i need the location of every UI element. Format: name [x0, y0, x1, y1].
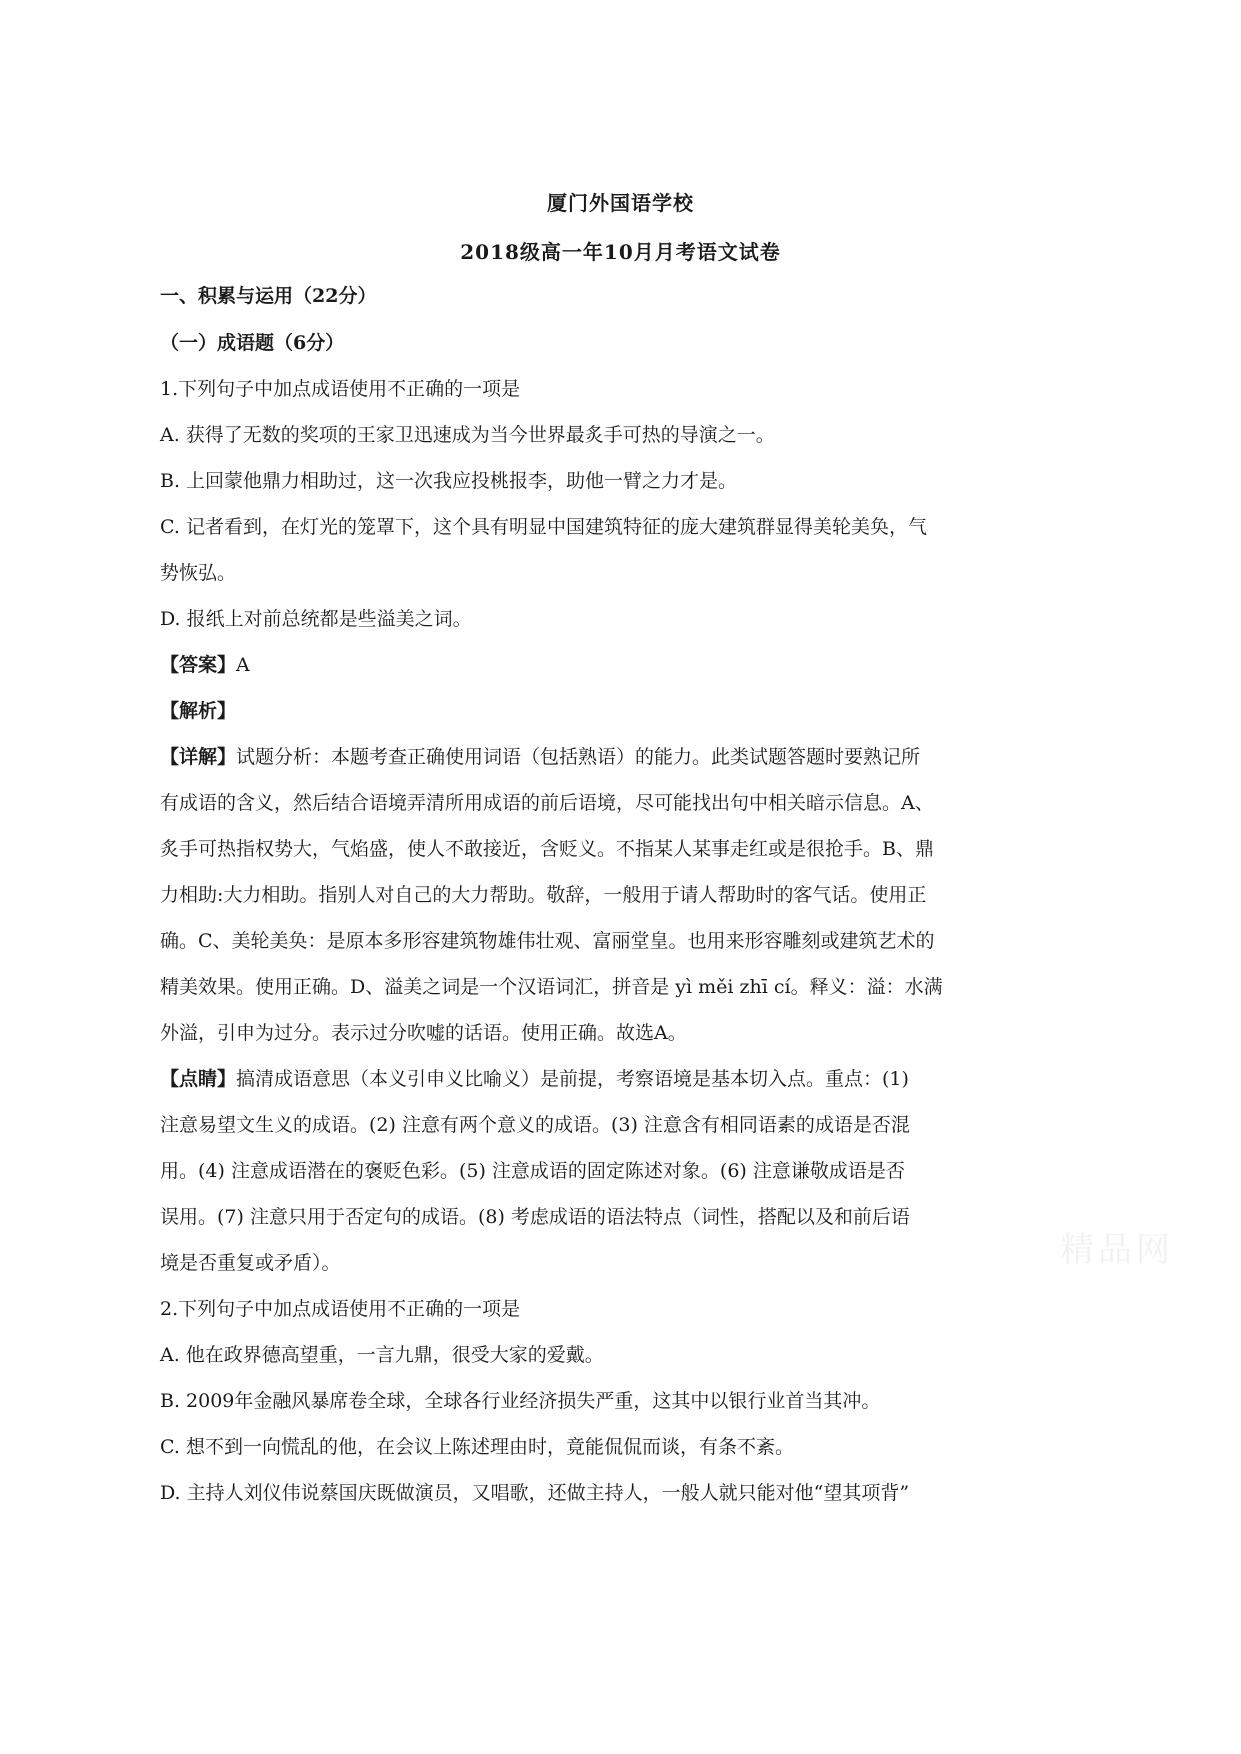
question-1-option-c: C. 记者看到，在灯光的笼罩下，这个具有明显中国建筑特征的庞大建筑群显得美轮美奂，气	[160, 516, 927, 538]
tip-line: 境是否重复或矛盾）。	[160, 1252, 341, 1274]
question-2-option-a: A. 他在政界德高望重，一言九鼎，很受大家的爱戴。	[160, 1344, 604, 1366]
watermark: 精品网	[1060, 1230, 1174, 1270]
detail-tag: 【详解】	[160, 746, 237, 768]
tip-line: 误用。(7) 注意只用于否定句的成语。(8) 考虑成语的语法特点（词性，搭配以及和前后语	[160, 1206, 910, 1228]
exam-title: 2018级高一年10月月考语文试卷	[460, 240, 781, 264]
question-1-stem: 1.下列句子中加点成语使用不正确的一项是	[160, 378, 521, 400]
answer-value: A	[236, 654, 250, 676]
tip-line: 注意易望文生义的成语。(2) 注意有两个意义的成语。(3) 注意含有相同语素的成语是否混	[160, 1114, 910, 1136]
school-title: 厦门外国语学校	[547, 191, 694, 215]
section-heading: 一、积累与运用（22分）	[160, 285, 377, 307]
detail-line: 炙手可热指权势大，气焰盛，使人不敢接近，含贬义。不指某人某事走红或是很抢手。B、鼎	[160, 838, 934, 860]
detail-line: 精美效果。使用正确。D、溢美之词是一个汉语词汇，拼音是 yì měi zhī cí。释义：溢：水满	[160, 976, 943, 998]
subsection-heading: （一）成语题（6分）	[160, 332, 345, 354]
question-2-option-b: B. 2009年金融风暴席卷全球，全球各行业经济损失严重，这其中以银行业首当其冲。	[160, 1390, 881, 1412]
question-1-option-a: A. 获得了无数的奖项的王家卫迅速成为当今世界最炙手可热的导演之一。	[160, 424, 775, 446]
answer-line	[160, 651, 1060, 679]
tip-line: 用。(4) 注意成语潜在的褒贬色彩。(5) 注意成语的固定陈述对象。(6) 注意谦敬成语是否	[160, 1160, 905, 1182]
detail-line	[160, 743, 1060, 771]
answer-tag: 【答案】	[160, 654, 237, 676]
question-1-option-c-cont: 势恢弘。	[160, 562, 237, 584]
question-1-option-d: D. 报纸上对前总统都是些溢美之词。	[160, 608, 472, 630]
question-1-option-b: B. 上回蒙他鼎力相助过，这一次我应投桃报李，助他一臂之力才是。	[160, 470, 738, 492]
question-2-option-d: D. 主持人刘仪伟说蔡国庆既做演员，又唱歌，还做主持人，一般人就只能对他“望其项背”	[160, 1482, 910, 1504]
detail-line: 力相助:大力相助。指别人对自己的大力帮助。敬辞，一般用于请人帮助时的客气话。使用正	[160, 884, 927, 906]
analysis-tag: 【解析】	[160, 700, 237, 722]
question-2-stem: 2.下列句子中加点成语使用不正确的一项是	[160, 1298, 521, 1320]
question-2-option-c: C. 想不到一向慌乱的他，在会议上陈述理由时，竟能侃侃而谈，有条不紊。	[160, 1436, 794, 1458]
detail-line: 外溢，引申为过分。表示过分吹嘘的话语。使用正确。故选A。	[160, 1022, 687, 1044]
tip-tag: 【点睛】	[160, 1068, 237, 1090]
detail-text: 试题分析：本题考查正确使用词语（包括熟语）的能力。此类试题答题时要熟记所	[236, 746, 921, 768]
tip-line	[160, 1065, 1060, 1093]
detail-line: 有成语的含义，然后结合语境弄清所用成语的前后语境，尽可能找出句中相关暗示信息。A、	[160, 792, 934, 814]
detail-line: 确。C、美轮美奂：是原本多形容建筑物雄伟壮观、富丽堂皇。也用来形容雕刻或建筑艺术的	[160, 930, 935, 952]
tip-text: 搞清成语意思（本义引申义比喻义）是前提，考察语境是基本切入点。重点：(1)	[236, 1068, 909, 1090]
